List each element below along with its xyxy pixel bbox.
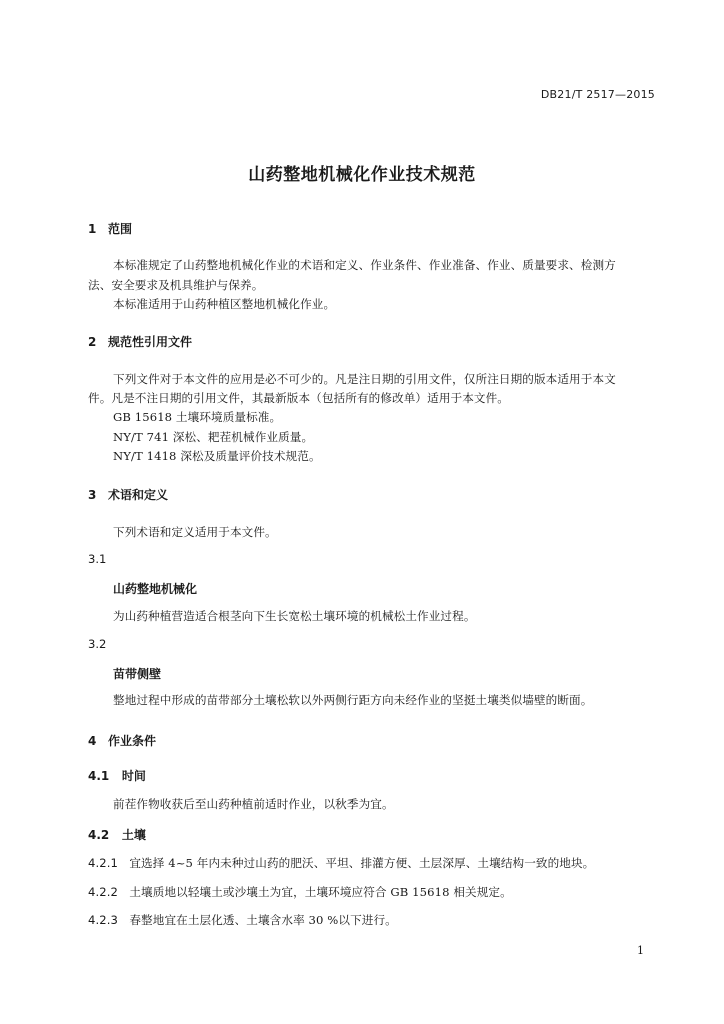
paragraph-line: 法、安全要求及机具维护与保养。 — [88, 278, 264, 292]
section-number: 1 — [88, 222, 97, 236]
term-number: 3.1 — [88, 552, 107, 566]
paragraph-line: 下列术语和定义适用于本文件。 — [113, 525, 277, 539]
clause-4-1-heading — [88, 767, 146, 784]
document-title: 山药整地机械化作业技术规范 — [248, 165, 476, 185]
section-title: 作业条件 — [108, 734, 157, 748]
paragraph-line: 下列文件对于本文件的应用是必不可少的。凡是注日期的引用文件，仅所注日期的版本适用于本文 — [113, 372, 616, 386]
section-1-heading — [88, 220, 132, 237]
clause-number: 4.2 — [88, 828, 110, 842]
paragraph-line: 本标准规定了山药整地机械化作业的术语和定义、作业条件、作业准备、作业、质量要求、检测方 — [113, 258, 616, 272]
term-definition: 为山药种植营造适合根茎向下生长宽松土壤环境的机械松土作业过程。 — [113, 609, 476, 623]
section-title: 术语和定义 — [108, 488, 169, 502]
clause-text: 宜选择 4~5 年内未种过山药的肥沃、平坦、排灌方便、土层深厚、土壤结构一致的地块。 — [129, 856, 595, 870]
clause-title: 时间 — [121, 769, 146, 783]
clause-number: 4.2.3 — [88, 913, 118, 927]
clause-text: 土壤质地以轻壤土或沙壤土为宜，土壤环境应符合 GB 15618 相关规定。 — [129, 885, 512, 899]
section-title: 范围 — [108, 222, 133, 236]
paragraph-line: 本标准适用于山药种植区整地机械化作业。 — [113, 297, 336, 311]
paragraph-line: 前茬作物收获后至山药种植前适时作业，以秋季为宜。 — [113, 797, 394, 811]
section-number: 3 — [88, 488, 97, 502]
clause-number: 4.1 — [88, 769, 110, 783]
clause-text: 春整地宜在土层化透、土壤含水率 30 %以下进行。 — [129, 913, 397, 927]
clause-4-2-heading — [88, 826, 146, 843]
clause-number: 4.2.1 — [88, 856, 118, 870]
term-name: 山药整地机械化 — [113, 582, 198, 596]
reference-item: GB 15618 土壤环境质量标准。 — [113, 410, 282, 424]
section-number: 2 — [88, 335, 97, 349]
clause-title: 土壤 — [121, 828, 146, 842]
section-number: 4 — [88, 734, 97, 748]
clause-4-2-1 — [88, 855, 594, 871]
term-definition: 整地过程中形成的苗带部分土壤松软以外两侧行距方向未经作业的坚挺土壤类似墙壁的断面。 — [113, 693, 593, 707]
standard-number: DB21/T 2517—2015 — [540, 88, 655, 101]
term-number: 3.2 — [88, 637, 107, 651]
section-title: 规范性引用文件 — [108, 335, 193, 349]
section-2-heading — [88, 333, 192, 350]
section-4-heading — [88, 732, 156, 749]
term-name: 苗带侧壁 — [113, 667, 162, 681]
clause-4-2-2 — [88, 884, 512, 900]
clause-number: 4.2.2 — [88, 885, 118, 899]
reference-item: NY/T 741 深松、耙茬机械作业质量。 — [113, 430, 314, 444]
page-number: 1 — [637, 944, 644, 957]
paragraph-line: 件。凡是不注日期的引用文件，其最新版本（包括所有的修改单）适用于本文件。 — [88, 391, 509, 405]
reference-item: NY/T 1418 深松及质量评价技术规范。 — [113, 449, 321, 463]
clause-4-2-3 — [88, 912, 397, 928]
section-3-heading — [88, 486, 168, 503]
